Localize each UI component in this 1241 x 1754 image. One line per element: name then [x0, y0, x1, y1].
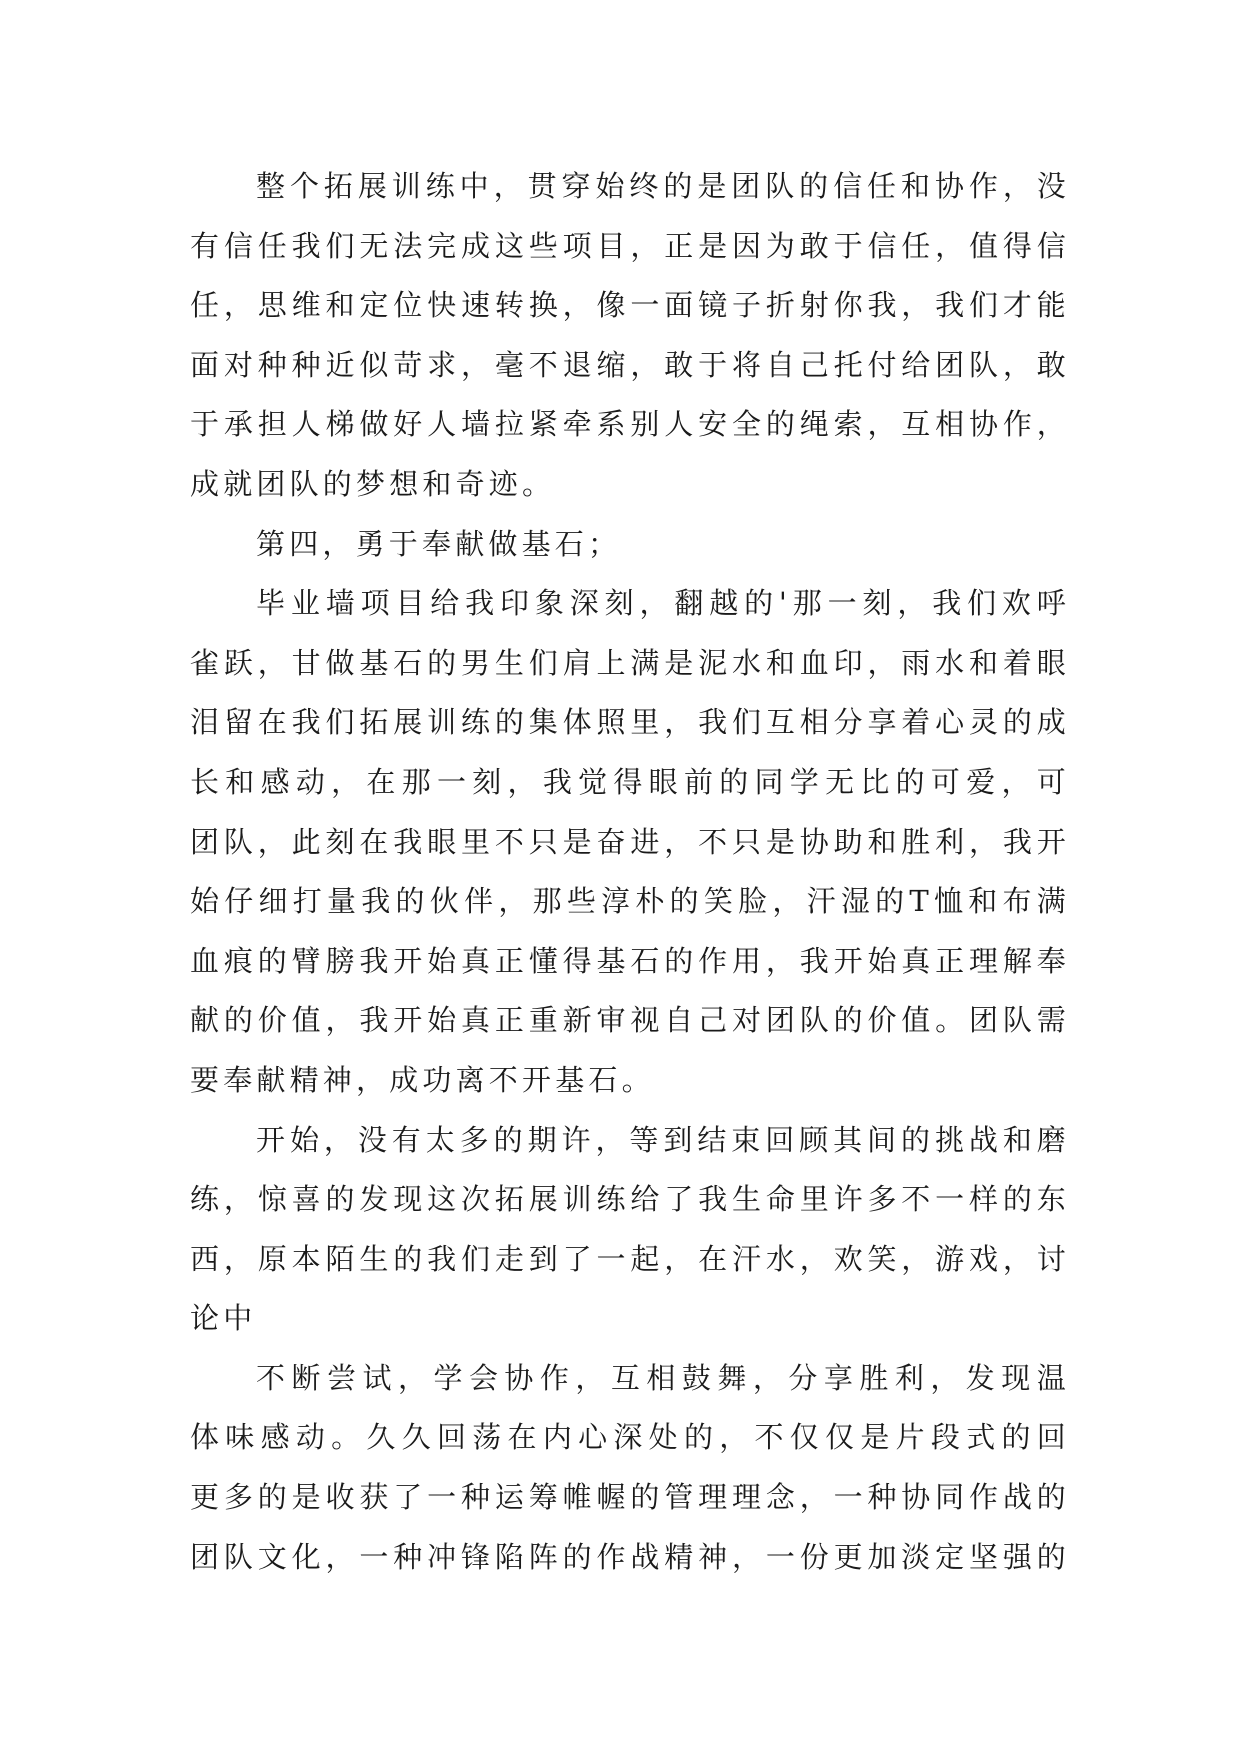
- text-line: 成就团队的梦想和奇迹。: [190, 466, 556, 501]
- text-line: 开始，没有太多的期许，等到结束回顾其间的挑战和磨: [256, 1122, 1070, 1157]
- text-line: 论中: [190, 1301, 257, 1336]
- text-line: 团队文化，一种冲锋陷阵的作战精神，一份更加淡定坚强的: [190, 1539, 1070, 1574]
- text-line: 献的价值，我开始真正重新审视自己对团队的价值。团队需: [190, 1003, 1070, 1038]
- text-line: 毕业墙项目给我印象深刻，翻越的'那一刻，我们欢呼: [256, 586, 1070, 621]
- text-line: 整个拓展训练中，贯穿始终的是团队的信任和协作，没: [256, 169, 1070, 203]
- text-line: 于承担人梯做好人墙拉紧牵系别人安全的绳索，互相协作，: [190, 407, 1070, 442]
- text-line: 更多的是收获了一种运筹帷幄的管理理念，一种协同作战的: [190, 1480, 1070, 1515]
- text-line: 不断尝试，学会协作，互相鼓舞，分享胜利，发现温: [256, 1360, 1070, 1395]
- text-line: 要奉献精神，成功离不开基石。: [190, 1062, 655, 1097]
- text-line: 团队，此刻在我眼里不只是奋进，不只是协助和胜利，我开: [190, 824, 1070, 859]
- text-line: 长和感动，在那一刻，我觉得眼前的同学无比的可爱，可: [190, 764, 1070, 799]
- text-line: 练，惊喜的发现这次拓展训练给了我生命里许多不一样的东: [190, 1182, 1070, 1217]
- text-line: 血痕的臂膀我开始真正懂得基石的作用，我开始真正理解奉: [190, 943, 1070, 978]
- text-line: 面对种种近似苛求，毫不退缩，敢于将自己托付给团队，敢: [190, 347, 1070, 382]
- text-line: 任，思维和定位快速转换，像一面镜子折射你我，我们才能: [190, 288, 1070, 323]
- text-line: 第四，勇于奉献做基石；: [256, 526, 622, 561]
- document-body: [190, 157, 1070, 1587]
- text-line: 始仔细打量我的伙伴，那些淳朴的笑脸，汗湿的T恤和布满: [190, 884, 1070, 919]
- text-line: 雀跃，甘做基石的男生们肩上满是泥水和血印，雨水和着眼: [190, 645, 1070, 680]
- text-line: 泪留在我们拓展训练的集体照里，我们互相分享着心灵的成: [190, 705, 1070, 740]
- text-line: 有信任我们无法完成这些项目，正是因为敢于信任，值得信: [190, 228, 1070, 263]
- text-line: 西，原本陌生的我们走到了一起，在汗水，欢笑，游戏，讨: [190, 1241, 1070, 1276]
- text-line: 体味感动。久久回荡在内心深处的，不仅仅是片段式的回: [190, 1420, 1070, 1455]
